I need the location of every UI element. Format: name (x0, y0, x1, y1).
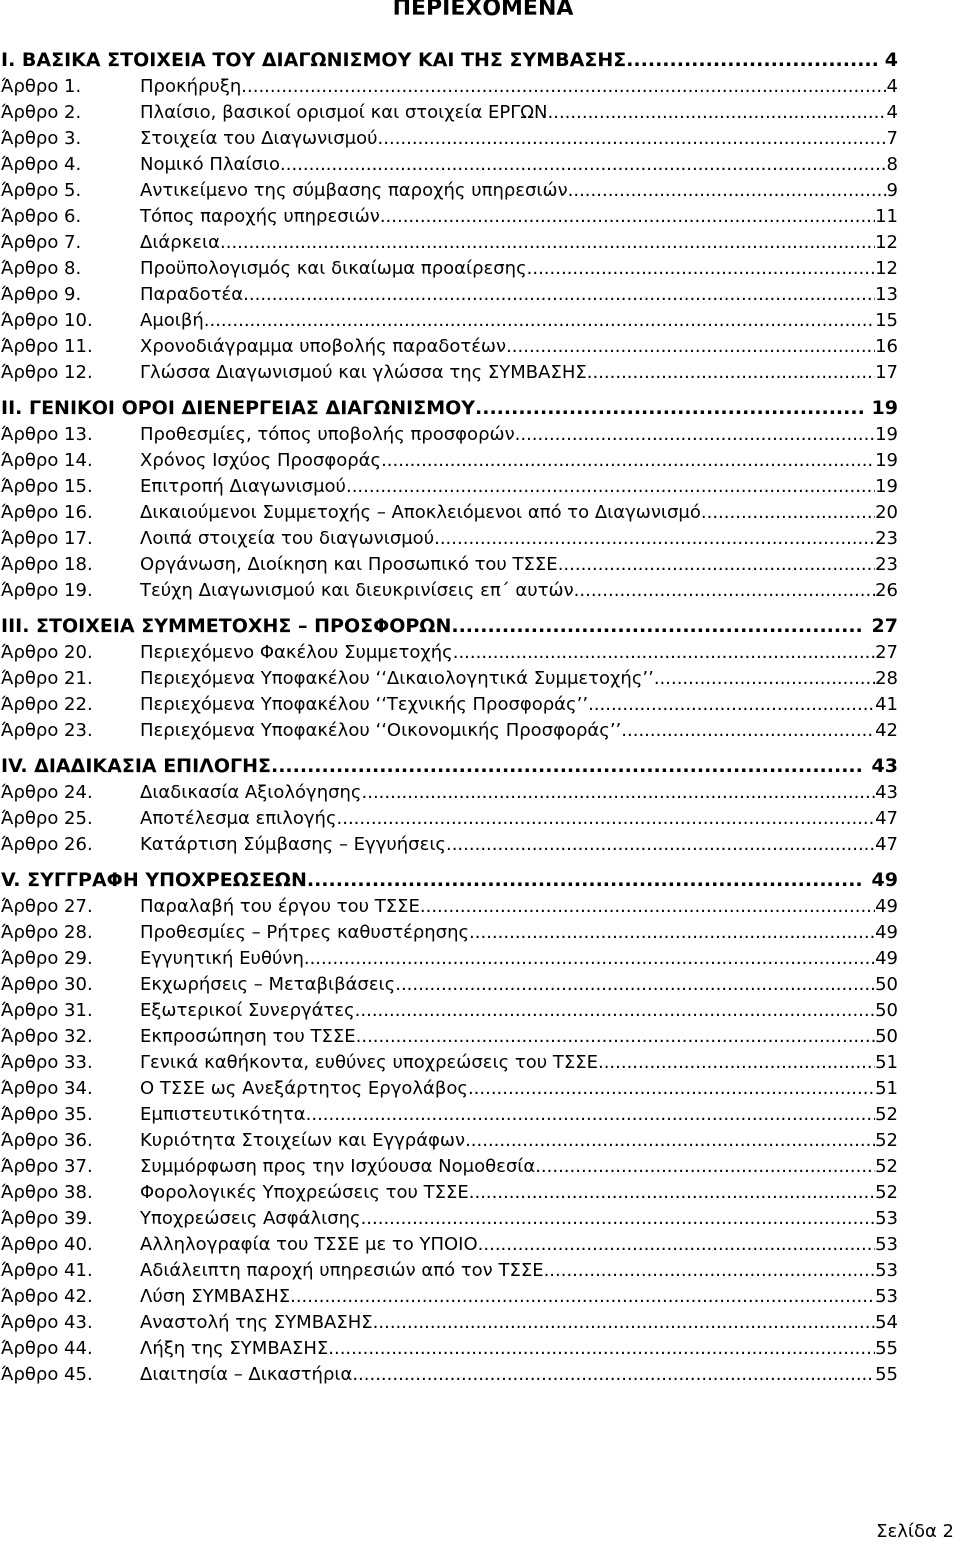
toc-entry-title: Αντικείμενο της σύμβασης παροχής υπηρεσιών (140, 180, 568, 201)
toc-entry-number: Άρθρο 10. (1, 310, 93, 331)
toc-entry[interactable] (1, 1050, 898, 1076)
toc-section-heading[interactable] (1, 394, 898, 422)
toc-entry[interactable] (1, 500, 898, 526)
toc-page-number: 43 (875, 782, 898, 803)
dot-leader (306, 1102, 875, 1128)
toc-entry[interactable] (1, 1128, 898, 1154)
toc-entry-title: Χρόνος Ισχύος Προσφοράς (140, 450, 382, 471)
toc-entry-title: Κυριότητα Στοιχείων και Εγγράφων (140, 1130, 466, 1151)
toc-entry-title: Αμοιβή (140, 310, 204, 331)
toc-entry[interactable] (1, 718, 898, 744)
toc-page-number: 27 (871, 615, 898, 637)
toc-entry-title: Αλληλογραφία του ΤΣΣΕ με το ΥΠΟΙΟ (140, 1234, 478, 1255)
toc-page-number: 41 (875, 694, 898, 715)
toc-entry-title: Υποχρεώσεις Ασφάλισης (140, 1208, 361, 1229)
toc-entry-title: Τεύχη Διαγωνισμού και διευκρινίσεις επ΄ αυτών (140, 580, 574, 601)
toc-page-number: 4 (886, 102, 898, 123)
toc-entry[interactable] (1, 422, 898, 448)
toc-entry[interactable] (1, 230, 898, 256)
toc-entry-number: Άρθρο 12. (1, 362, 93, 383)
toc-entry[interactable] (1, 806, 898, 832)
toc-entry-number: Άρθρο 33. (1, 1052, 93, 1073)
dot-leader (241, 74, 886, 100)
toc-entry[interactable] (1, 360, 898, 386)
toc-entry-number: Άρθρο 16. (1, 502, 93, 523)
toc-entry-title: Στοιχεία του Διαγωνισμού (140, 128, 378, 149)
toc-entry[interactable] (1, 1258, 898, 1284)
toc-entry-number: Άρθρο 39. (1, 1208, 93, 1229)
toc-page-number: 16 (875, 336, 898, 357)
toc-entry-title: Περιεχόμενα Υποφακέλου ‘‘Οικονομικής Προσφοράς’’ (140, 720, 622, 741)
toc-page-number: 26 (875, 580, 898, 601)
toc-entry-number: Άρθρο 4. (1, 154, 82, 175)
toc-page-number: 43 (871, 755, 898, 777)
toc-section-heading[interactable] (1, 612, 898, 640)
toc-entry-title: Εκπροσώπηση του ΤΣΣΕ (140, 1026, 356, 1047)
toc-entry-number: Άρθρο 42. (1, 1286, 93, 1307)
toc-entry-number: Άρθρο 21. (1, 668, 93, 689)
toc-entry[interactable] (1, 552, 898, 578)
dot-leader (515, 422, 875, 448)
dot-leader (395, 972, 875, 998)
toc-entry[interactable] (1, 998, 898, 1024)
toc-page-number: 11 (875, 206, 898, 227)
toc-entry-number: Άρθρο 35. (1, 1104, 93, 1125)
dot-leader (558, 552, 875, 578)
toc-entry-title: Γλώσσα Διαγωνισμού και γλώσσα της ΣΥΜΒΑΣΗΣ (140, 362, 587, 383)
toc-entry[interactable] (1, 204, 898, 230)
toc-page-number: 49 (875, 922, 898, 943)
toc-page-number: 23 (875, 528, 898, 549)
toc-entry-number: Άρθρο 20. (1, 642, 93, 663)
toc-entry-title: Εξωτερικοί Συνεργάτες (140, 1000, 355, 1021)
toc-page-number: 49 (871, 869, 898, 891)
dot-leader (373, 1310, 875, 1336)
toc-entry[interactable] (1, 474, 898, 500)
toc-section-heading[interactable] (1, 752, 898, 780)
toc-entry[interactable] (1, 1206, 898, 1232)
toc-entry-number: Άρθρο 22. (1, 694, 93, 715)
toc-entry-title: Νομικό Πλαίσιο (140, 154, 281, 175)
toc-entry-title: Προθεσμίες, τόπος υποβολής προσφορών (140, 424, 515, 445)
dot-leader (574, 578, 875, 604)
toc-page-number: 9 (886, 180, 898, 201)
toc-page-number: 49 (875, 896, 898, 917)
toc-entry-number: Άρθρο 5. (1, 180, 82, 201)
dot-leader (381, 448, 875, 474)
toc-entry[interactable] (1, 334, 898, 360)
toc-page-number: 19 (875, 424, 898, 445)
toc-page-number: 13 (875, 284, 898, 305)
toc-entry-number: Άρθρο 25. (1, 808, 93, 829)
toc-entry-title: Δικαιούμενοι Συμμετοχής – Αποκλειόμενοι από το Διαγωνισμό (140, 502, 701, 523)
toc-page-number: 53 (875, 1208, 898, 1229)
dot-leader (568, 178, 887, 204)
toc-page-number: 50 (875, 974, 898, 995)
dot-leader (378, 126, 887, 152)
toc-entry[interactable] (1, 1024, 898, 1050)
toc-entry[interactable] (1, 1284, 898, 1310)
dot-leader (328, 1336, 875, 1362)
toc-entry[interactable] (1, 1362, 898, 1388)
toc-page-number: 19 (875, 450, 898, 471)
toc-entry[interactable] (1, 578, 898, 604)
toc-entry[interactable] (1, 666, 898, 692)
toc-entry[interactable] (1, 1102, 898, 1128)
dot-leader (626, 46, 877, 74)
toc-section-title: V. ΣΥΓΓΡΑΦΗ ΥΠΟΧΡΕΩΣΕΩΝ (1, 869, 307, 891)
dot-leader (587, 360, 875, 386)
toc-section-title: I. ΒΑΣΙΚΑ ΣΤΟΙΧΕΙΑ ΤΟΥ ΔΙΑΓΩΝΙΣΜΟΥ ΚΑΙ ΤΗΣ ΣΥΜΒΑΣΗΣ (1, 49, 627, 71)
toc-entry[interactable] (1, 894, 898, 920)
toc-entry-title: Αποτέλεσμα επιλογής (140, 808, 337, 829)
toc-entry[interactable] (1, 1232, 898, 1258)
dot-leader (356, 1024, 875, 1050)
toc-entry[interactable] (1, 256, 898, 282)
dot-leader (468, 1076, 875, 1102)
toc-entry-number: Άρθρο 7. (1, 232, 82, 253)
toc-entry-title: Συμμόρφωση προς την Ισχύουσα Νομοθεσία (140, 1156, 536, 1177)
toc-entry-number: Άρθρο 27. (1, 896, 93, 917)
dot-leader (271, 752, 864, 780)
toc-page-number: 55 (875, 1338, 898, 1359)
toc-entry[interactable] (1, 126, 898, 152)
dot-leader (220, 230, 875, 256)
toc-page-number: 7 (886, 128, 898, 149)
toc-page-number: 50 (875, 1026, 898, 1047)
toc-page-number: 19 (875, 476, 898, 497)
toc-entry-number: Άρθρο 38. (1, 1182, 93, 1203)
toc-page-number: 47 (875, 834, 898, 855)
page-title: ΠΕΡΙΕΧΟΜΕΝΑ (392, 0, 574, 21)
dot-leader (362, 780, 876, 806)
dot-leader (527, 256, 875, 282)
dot-leader (588, 692, 875, 718)
dot-leader (621, 718, 875, 744)
toc-entry-number: Άρθρο 18. (1, 554, 93, 575)
toc-page-number: 27 (875, 642, 898, 663)
toc-entry-title: Προϋπολογισμός και δικαίωμα προαίρεσης (140, 258, 527, 279)
toc-page-number: 4 (886, 76, 898, 97)
dot-leader (451, 612, 863, 640)
toc-entry-number: Άρθρο 44. (1, 1338, 93, 1359)
toc-entry-title: Αδιάλειπτη παροχή υπηρεσιών από τον ΤΣΣΕ (140, 1260, 544, 1281)
toc-entry-number: Άρθρο 14. (1, 450, 93, 471)
toc-entry[interactable] (1, 152, 898, 178)
toc-entry[interactable] (1, 74, 898, 100)
toc-page-number: 52 (875, 1156, 898, 1177)
toc-entry[interactable] (1, 640, 898, 666)
dot-leader (355, 998, 875, 1024)
toc-page-number: 53 (875, 1260, 898, 1281)
toc-section-title: IV. ΔΙΑΔΙΚΑΣΙΑ ΕΠΙΛΟΓΗΣ (1, 755, 271, 777)
dot-leader (434, 526, 875, 552)
toc-page-number: 52 (875, 1182, 898, 1203)
page-number-footer: Σελίδα 2 (876, 1521, 954, 1542)
toc-page-number: 49 (875, 948, 898, 969)
toc-section-heading[interactable] (1, 866, 898, 894)
toc-entry-number: Άρθρο 13. (1, 424, 93, 445)
toc-entry-number: Άρθρο 26. (1, 834, 93, 855)
toc-entry-title: Γενικά καθήκοντα, ευθύνες υποχρεώσεις του ΤΣΣΕ (140, 1052, 598, 1073)
toc-page-number: 42 (875, 720, 898, 741)
toc-entry-title: Χρονοδιάγραμμα υποβολής παραδοτέων (140, 336, 507, 357)
dot-leader (478, 1232, 875, 1258)
toc-entry-title: Εγγυητική Ευθύνη (140, 948, 304, 969)
toc-entry-number: Άρθρο 19. (1, 580, 93, 601)
toc-entry-number: Άρθρο 34. (1, 1078, 93, 1099)
toc-entry-title: Πλαίσιο, βασικοί ορισμοί και στοιχεία ΕΡΓΩΝ (140, 102, 548, 123)
toc-page-number: 51 (875, 1078, 898, 1099)
toc-page-number: 23 (875, 554, 898, 575)
dot-leader (475, 394, 864, 422)
toc-entry[interactable] (1, 448, 898, 474)
toc-page-number: 53 (875, 1286, 898, 1307)
toc-page-number: 12 (875, 258, 898, 279)
toc-entry-title: Διαιτησία – Δικαστήρια (140, 1364, 353, 1385)
dot-leader (337, 806, 876, 832)
dot-leader (290, 1284, 875, 1310)
toc-entry[interactable] (1, 780, 898, 806)
toc-page-number: 17 (875, 362, 898, 383)
toc-entry[interactable] (1, 1310, 898, 1336)
dot-leader (307, 866, 864, 894)
dot-leader (352, 1362, 875, 1388)
toc-entry-number: Άρθρο 32. (1, 1026, 93, 1047)
toc-entry-title: Τόπος παροχής υπηρεσιών (140, 206, 380, 227)
toc-entry[interactable] (1, 692, 898, 718)
toc-entry[interactable] (1, 1180, 898, 1206)
dot-leader (701, 500, 875, 526)
toc-entry-number: Άρθρο 24. (1, 782, 93, 803)
dot-leader (465, 1128, 875, 1154)
toc-entry-title: Λήξη της ΣΥΜΒΑΣΗΣ (140, 1338, 329, 1359)
toc-page-number: 54 (875, 1312, 898, 1333)
toc-entry[interactable] (1, 1336, 898, 1362)
toc-entry-number: Άρθρο 28. (1, 922, 93, 943)
toc-entry-title: Ο ΤΣΣΕ ως Ανεξάρτητος Εργολάβος (140, 1078, 468, 1099)
toc-entry-title: Εμπιστευτικότητα (140, 1104, 306, 1125)
table-of-contents (1, 46, 898, 1388)
toc-entry-title: Λύση ΣΥΜΒΑΣΗΣ (140, 1286, 291, 1307)
dot-leader (469, 1180, 875, 1206)
dot-leader (346, 474, 875, 500)
dot-leader (453, 640, 875, 666)
toc-entry[interactable] (1, 100, 898, 126)
toc-entry-title: Παραδοτέα (140, 284, 244, 305)
dot-leader (598, 1050, 875, 1076)
toc-section-heading[interactable] (1, 46, 898, 74)
toc-page-number: 19 (871, 397, 898, 419)
dot-leader (654, 666, 875, 692)
toc-entry[interactable] (1, 282, 898, 308)
dot-leader (243, 282, 875, 308)
toc-entry[interactable] (1, 832, 898, 858)
toc-entry[interactable] (1, 178, 898, 204)
toc-entry-number: Άρθρο 2. (1, 102, 82, 123)
toc-entry-title: Διαδικασία Αξιολόγησης (140, 782, 362, 803)
dot-leader (544, 1258, 876, 1284)
toc-entry-title: Επιτροπή Διαγωνισμού (140, 476, 346, 497)
toc-page-number: 12 (875, 232, 898, 253)
toc-entry-number: Άρθρο 23. (1, 720, 93, 741)
toc-entry-number: Άρθρο 15. (1, 476, 93, 497)
toc-section-title: III. ΣΤΟΙΧΕΙΑ ΣΥΜΜΕΤΟΧΗΣ – ΠΡΟΣΦΟΡΩΝ (1, 615, 452, 637)
toc-entry[interactable] (1, 526, 898, 552)
toc-entry-number: Άρθρο 37. (1, 1156, 93, 1177)
dot-leader (506, 334, 875, 360)
toc-page-number: 51 (875, 1052, 898, 1073)
dot-leader (469, 920, 875, 946)
toc-entry[interactable] (1, 308, 898, 334)
toc-entry-title: Περιεχόμενα Υποφακέλου ‘‘Τεχνικής Προσφοράς’’ (140, 694, 589, 715)
toc-entry-number: Άρθρο 11. (1, 336, 93, 357)
toc-entry-number: Άρθρο 45. (1, 1364, 93, 1385)
toc-entry[interactable] (1, 920, 898, 946)
toc-entry-number: Άρθρο 1. (1, 76, 82, 97)
dot-leader (420, 894, 875, 920)
toc-page-number: 47 (875, 808, 898, 829)
toc-page-number: 52 (875, 1130, 898, 1151)
dot-leader (204, 308, 875, 334)
toc-entry-number: Άρθρο 8. (1, 258, 82, 279)
toc-entry-title: Περιεχόμενα Υποφακέλου ‘‘Δικαιολογητικά Συμμετοχής’’ (140, 668, 654, 689)
toc-entry-number: Άρθρο 17. (1, 528, 93, 549)
toc-entry[interactable] (1, 972, 898, 998)
toc-entry-title: Λοιπά στοιχεία του διαγωνισμού (140, 528, 435, 549)
dot-leader (548, 100, 887, 126)
toc-entry-number: Άρθρο 36. (1, 1130, 93, 1151)
toc-entry-number: Άρθρο 40. (1, 1234, 93, 1255)
toc-page-number: 55 (875, 1364, 898, 1385)
dot-leader (535, 1154, 875, 1180)
toc-entry-title: Κατάρτιση Σύμβασης – Εγγυήσεις (140, 834, 446, 855)
toc-entry-title: Αναστολή της ΣΥΜΒΑΣΗΣ (140, 1312, 373, 1333)
toc-page-number: 52 (875, 1104, 898, 1125)
toc-entry-number: Άρθρο 6. (1, 206, 82, 227)
toc-entry-number: Άρθρο 41. (1, 1260, 93, 1281)
toc-entry-number: Άρθρο 30. (1, 974, 93, 995)
toc-page-number: 53 (875, 1234, 898, 1255)
toc-entry-title: Περιεχόμενο Φακέλου Συμμετοχής (140, 642, 453, 663)
toc-entry-title: Εκχωρήσεις – Μεταβιβάσεις (140, 974, 396, 995)
dot-leader (361, 1206, 876, 1232)
toc-page-number: 8 (886, 154, 898, 175)
toc-entry-title: Φορολογικές Υποχρεώσεις του ΤΣΣΕ (140, 1182, 469, 1203)
toc-page-number: 50 (875, 1000, 898, 1021)
toc-page-number: 15 (875, 310, 898, 331)
toc-entry-title: Προκήρυξη (140, 76, 242, 97)
toc-entry-number: Άρθρο 31. (1, 1000, 93, 1021)
toc-entry-number: Άρθρο 29. (1, 948, 93, 969)
dot-leader (280, 152, 887, 178)
toc-entry-title: Οργάνωση, Διοίκηση και Προσωπικό του ΤΣΣΕ (140, 554, 558, 575)
dot-leader (446, 832, 875, 858)
toc-entry-title: Προθεσμίες – Ρήτρες καθυστέρησης (140, 922, 470, 943)
dot-leader (304, 946, 875, 972)
dot-leader (380, 204, 875, 230)
toc-section-title: II. ΓΕΝΙΚΟΙ ΟΡΟΙ ΔΙΕΝΕΡΓΕΙΑΣ ΔΙΑΓΩΝΙΣΜΟΥ (1, 397, 476, 419)
toc-page-number: 20 (875, 502, 898, 523)
toc-page-number: 4 (884, 49, 898, 71)
toc-entry[interactable] (1, 946, 898, 972)
toc-entry[interactable] (1, 1076, 898, 1102)
toc-entry-title: Παραλαβή του έργου του ΤΣΣΕ (140, 896, 420, 917)
toc-entry-title: Διάρκεια (140, 232, 220, 253)
toc-entry-number: Άρθρο 43. (1, 1312, 93, 1333)
toc-entry-number: Άρθρο 9. (1, 284, 82, 305)
toc-page-number: 28 (875, 668, 898, 689)
toc-entry[interactable] (1, 1154, 898, 1180)
toc-entry-number: Άρθρο 3. (1, 128, 82, 149)
